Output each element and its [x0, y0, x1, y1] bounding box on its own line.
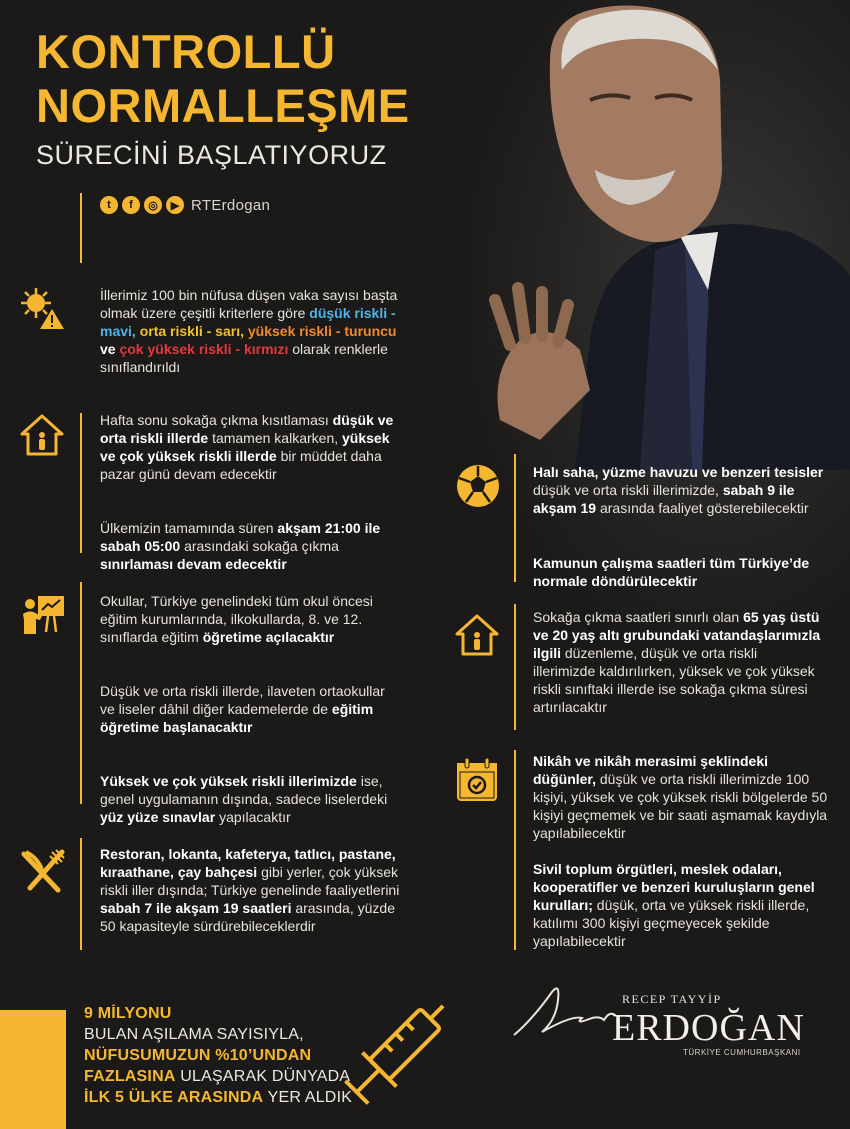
accent-bar [0, 1010, 66, 1129]
divider-line [514, 454, 516, 582]
signature-first-name: RECEP TAYYİP [622, 992, 722, 1006]
divider-line [80, 582, 82, 804]
age-group-home-icon [455, 614, 499, 656]
portrait-photo [480, 0, 850, 470]
cutlery-icon [20, 848, 66, 894]
sports-facilities-text: Halı saha, yüzme havuzu ve benzeri tesisler düşük ve orta riskli illerimizde, sabah 9 ile akşam 19 arasında faaliyet gösterebilecektir [533, 464, 824, 516]
restaurants-text: Restoran, lokanta, kafeterya, tatlıcı, pastane, kıraathane, çay bahçesi gibi yerler, çok yüksek riskli iller dışında; Türkiye genelinde faaliyetlerini sabah 7 ile akşam 19 saatleri arasında, yüzde 50 kapasiteyle sürdürebileceklerdir [100, 846, 400, 934]
weekend-curfew-text: Hafta sonu sokağa çıkma kısıtlaması düşük ve orta riskli illerde tamamen kalkarken, yüksek ve çok yüksek riskli illerde bir müddet daha pazar günü devam edecektir [100, 412, 394, 482]
risk-classification-text: İllerimiz 100 bin nüfusa düşen vaka sayısı başta olmak üzere çeşitli kriterlere göre düşük riskli - mavi, orta riskli - sarı, yüksek riskli - turuncu ve çok yüksek riskli - kırmızı olarak renklerle sınıflandırıldı [100, 287, 398, 375]
youtube-icon[interactable]: ▶ [166, 196, 184, 214]
schools-opening-text: Okullar, Türkiye genelindeki tüm okul öncesi eğitim kurumlarında, ilkokullarda, 8. ve 12. sınıflarda eğitim öğretime açılacaktır [100, 593, 373, 645]
schools-high-risk-text: Yüksek ve çok yüksek riskli illerimizde ise, genel uygulamanın dışında, sadece liselerdeki yüz yüze sınavlar yapılacaktır [100, 773, 388, 825]
football-icon [455, 463, 501, 509]
social-handle: RTErdogan [191, 196, 271, 214]
instagram-icon[interactable]: ◎ [144, 196, 162, 214]
facebook-icon[interactable]: f [122, 196, 140, 214]
divider-line [514, 750, 516, 950]
vaccination-statement: 9 MİLYONU BULAN AŞILAMA SAYISIYLA, NÜFUSUMUZUN %10’UNDAN FAZLASINA ULAŞARAK DÜNYADA İLK 5 ÜLKE ARASINDA YER ALDIK [84, 1005, 353, 1106]
ngo-assemblies-text: Sivil toplum örgütleri, meslek odaları, kooperatifler ve benzeri kuruluşların genel kurulları; düşük, orta ve yüksek riskli illerde, katılımı 300 kişiyi geçmeyecek şekilde yapılabilecektir [533, 861, 815, 949]
virus-warning-icon [18, 285, 64, 331]
schools-low-risk-text: Düşük ve orta riskli illerde, ilaveten ortaokullar ve liseler dâhil diğer kademelerde de eğitim öğretime başlanacaktır [100, 683, 385, 735]
stay-home-icon [20, 414, 64, 456]
age-group-text: Sokağa çıkma saatleri sınırlı olan 65 yaş üstü ve 20 yaş altı grubundaki vatandaşlarımızla ilgili düzenleme, düşük ve orta riskli illerimizde kaldırılırken, yüksek ve çok yüksek riskli sınıftaki illerde ise sokağa çıkma süresi artırılacaktır [533, 609, 821, 715]
divider-line [80, 193, 82, 263]
subtitle: SÜRECİNİ BAŞLATIYORUZ [36, 140, 387, 170]
social-links [100, 196, 270, 214]
title-line-1: KONTROLLÜ [36, 25, 336, 78]
weddings-text: Nikâh ve nikâh merasimi şeklindeki düğünler, düşük ve orta riskli illerimizde 100 kişiyi, yüksek ve çok yüksek riskli bölgelerde 50 kişiyi geçmemek ve bir saati aşmamak kaydıyla yapılabilecektir [533, 753, 828, 841]
divider-line [514, 604, 516, 730]
calendar-icon [455, 757, 499, 803]
public-hours-text: Kamunun çalışma saatleri tüm Türkiye’de normale döndürülecektir [533, 555, 810, 589]
twitter-icon[interactable]: t [100, 196, 118, 214]
signature-last-name: ERDOĞAN [612, 1007, 805, 1049]
divider-line [80, 413, 82, 553]
signature-role: TÜRKİYE CUMHURBAŞKANI [683, 1048, 801, 1057]
title-line-2: NORMALLEŞME [36, 79, 410, 132]
teacher-board-icon [20, 594, 66, 636]
night-curfew-text: Ülkemizin tamamında süren akşam 21:00 ile sabah 05:00 arasındaki sokağa çıkma sınırlaması devam edecektir [100, 520, 381, 572]
divider-line [80, 838, 82, 950]
syringe-icon [325, 984, 465, 1124]
